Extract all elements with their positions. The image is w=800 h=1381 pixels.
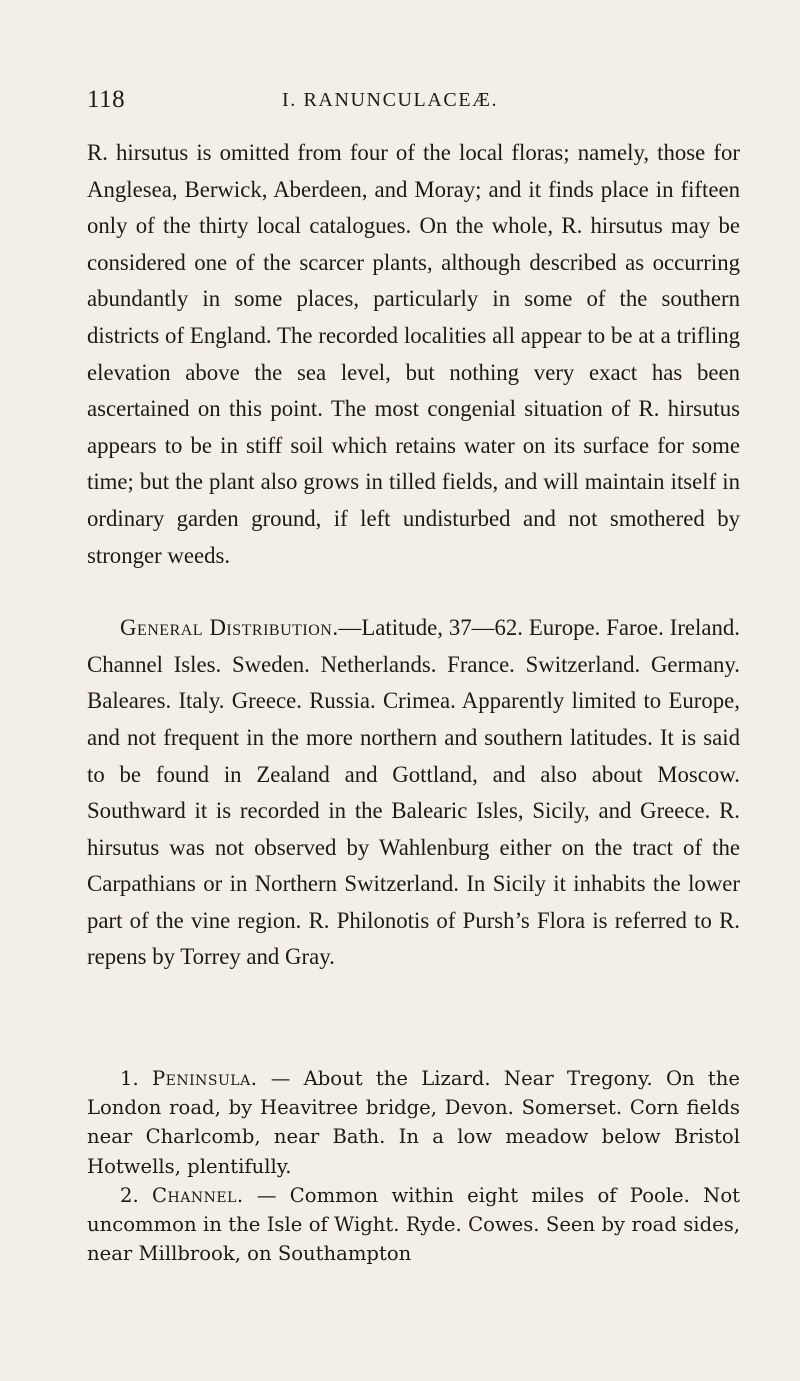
note-heading: Peninsula. — [151, 1067, 258, 1090]
note-peninsula — [87, 1064, 740, 1181]
general-distribution-text: —Latitude, 37—62. Europe. Faroe. Ireland. Channel Isles. Sweden. Netherlands. France. Switzerland. Germany. Baleares. Italy. Greece. Russia. Crimea. Apparently limited to Europe, and not frequent in the more northern and southern latitudes. It is said to be found in Zealand and Gottland, and also about Moscow. Southward it is recorded in the Balearic Isles, Sicily, and Greece. R. hirsutus was not observed by Wahlenburg either on the tract of the Carpathians or in Northern Switzerland. In Sicily it inhabits the lower part of the vine region. R. Philonotis of Pursh’s Flora is referred to R. repens by Torrey and Gray. — [87, 615, 740, 970]
note-number: 1. — [120, 1067, 139, 1090]
running-head — [87, 86, 740, 118]
paragraph-hirsutus-distribution: R. hirsutus is omitted from four of the local floras; namely, those for Anglesea, Berwick, Aberdeen, and Moray; and it finds place in fifteen only of the thirty local catalogues. On the whole, R. hirsutus may be considered one of the scarcer plants, although described as occurring abundantly in some places, particularly in some of the southern districts of England. The recorded localities all appear to be at a trifling elevation above the sea level, but nothing very exact has been ascertained on this point. The most congenial situation of R. hirsutus appears to be in stiff soil which retains water on its surface for some time; but the plant also grows in tilled fields, and will maintain itself in ordinary garden ground, if left undisturbed and not smothered by stronger weeds. — [87, 140, 740, 568]
note-channel — [87, 1181, 740, 1269]
running-title: I. RANUNCULACEÆ. — [282, 89, 499, 111]
province-notes — [87, 1064, 740, 1268]
note-text: — About the Lizard. Near Tregony. On the London road, by Heavitree bridge, Devon. Somerset. Corn fields near Charlcomb, near Bath. In a low meadow below Bristol Hotwells, plentifully. — [87, 1067, 740, 1178]
note-text: — Common within eight miles of Poole. Not uncommon in the Isle of Wight. Ryde. Cowes. Seen by road sides, near Millbrook, on Southampton — [87, 1183, 740, 1266]
note-number: 2. — [120, 1183, 139, 1207]
paragraph-general-distribution — [87, 610, 740, 976]
general-distribution-heading: General Distribution. — [120, 615, 339, 641]
note-heading: Channel. — [152, 1183, 244, 1207]
main-text — [87, 135, 740, 976]
page-number: 118 — [87, 86, 126, 113]
